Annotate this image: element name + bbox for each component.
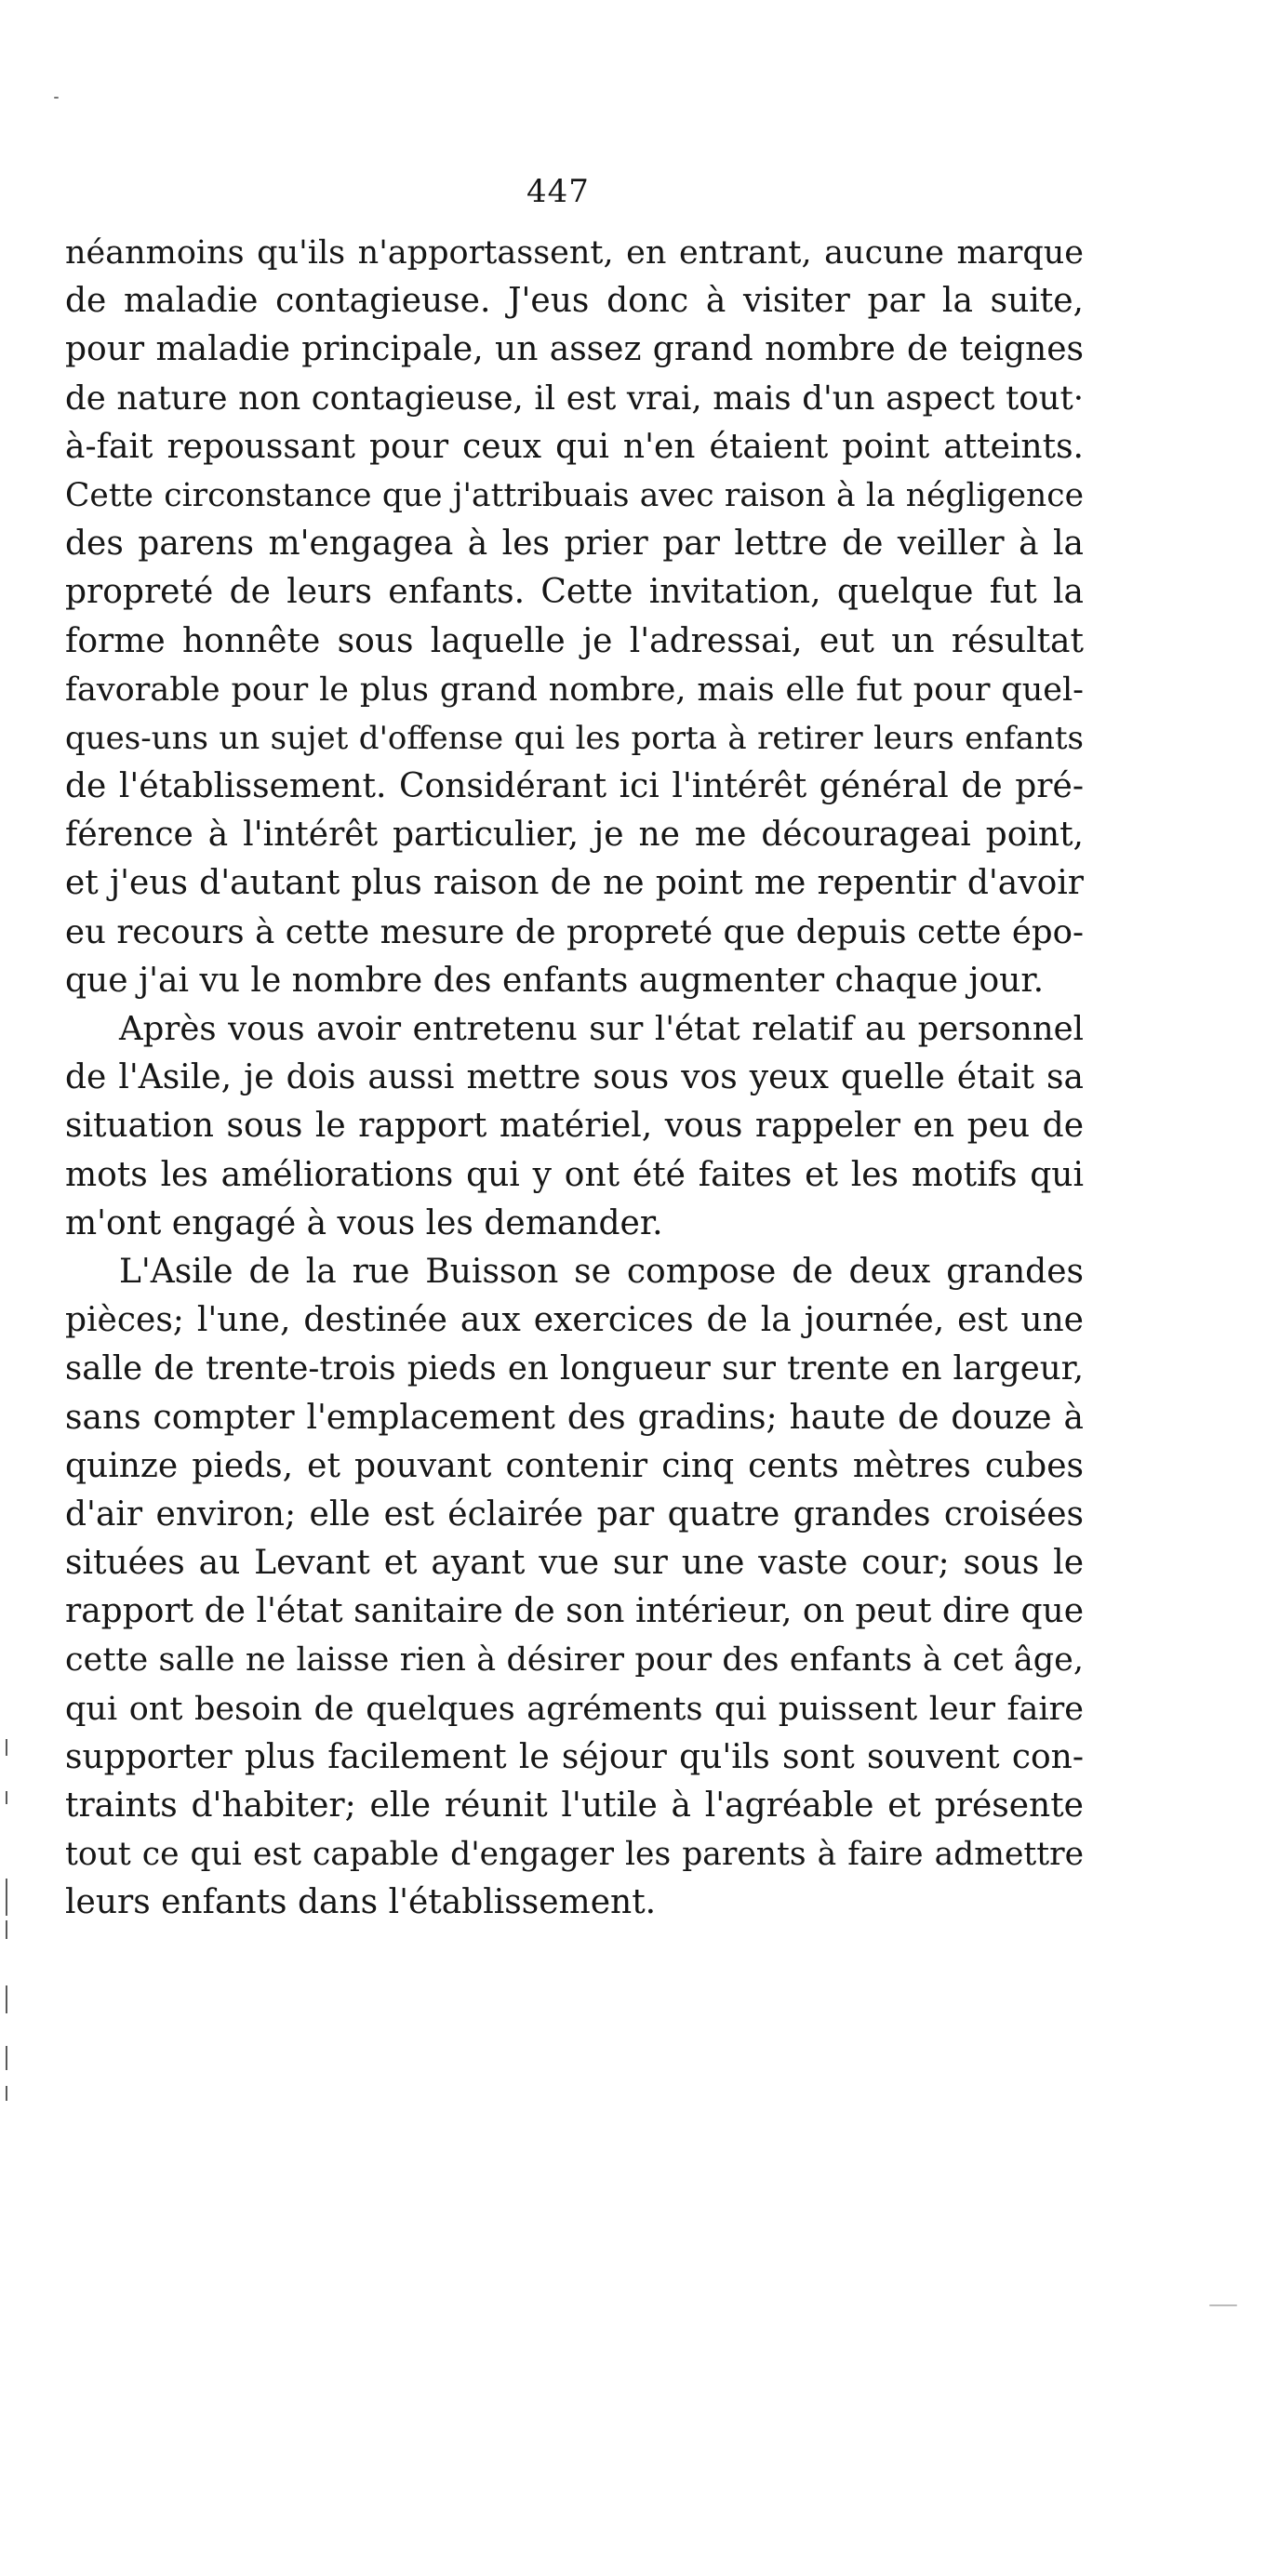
- text-line: supporter plus facilement le séjour qu'ils sont souvent con-: [65, 1737, 1084, 1776]
- scan-mark: [6, 1920, 7, 1939]
- text-line: de nature non contagieuse, il est vrai, mais d'un aspect tout·: [65, 378, 1084, 418]
- text-line: ques-uns un sujet d'offense qui les porta à retirer leurs enfants: [65, 719, 1084, 757]
- scan-speck: [54, 97, 59, 99]
- text-line: Cette circonstance que j'attribuais avec raison à la négligence: [65, 476, 1084, 514]
- text-line: de l'Asile, je dois aussi mettre sous vos yeux quelle était sa: [65, 1058, 1084, 1097]
- text-line: que j'ai vu le nombre des enfants augmenter chaque jour.: [65, 961, 1045, 1000]
- text-line: Après vous avoir entretenu sur l'état relatif au personnel: [119, 1010, 1084, 1048]
- text-line: néanmoins qu'ils n'apportassent, en entrant, aucune marque: [65, 234, 1084, 272]
- scan-mark: [6, 1739, 7, 1756]
- text-line: favorable pour le plus grand nombre, mais elle fut pour quel-: [65, 671, 1084, 709]
- text-line: tout ce qui est capable d'engager les parents à faire admettre: [65, 1836, 1084, 1874]
- text-line: mots les améliorations qui y ont été faites et les motifs qui: [65, 1155, 1084, 1194]
- text-line: m'ont engagé à vous les demander.: [65, 1203, 663, 1242]
- text-line: eu recours à cette mesure de propreté que depuis cette épo-: [65, 912, 1084, 951]
- scan-speck: [1209, 2304, 1237, 2306]
- text-line: propreté de leurs enfants. Cette invitation, quelque fut la: [65, 573, 1084, 612]
- text-line: salle de trente-trois pieds en longueur sur trente en largeur,: [65, 1349, 1084, 1388]
- text-line: forme honnête sous laquelle je l'adressai, eut un résultat: [65, 621, 1084, 660]
- text-line: traints d'habiter; elle réunit l'utile à l'agréable et présente: [65, 1786, 1084, 1825]
- text-line: de maladie contagieuse. J'eus donc à visiter par la suite,: [65, 282, 1084, 321]
- page-number: 447: [526, 173, 590, 210]
- text-line: situation sous le rapport matériel, vous rappeler en peu de: [65, 1107, 1084, 1146]
- scan-mark: [6, 2086, 7, 2101]
- scan-mark: [6, 2046, 7, 2070]
- body-text: [65, 229, 1084, 1928]
- text-line: des parens m'engagea à les prier par lettre de veiller à la: [65, 524, 1084, 564]
- text-line: rapport de l'état sanitaire de son intérieur, on peut dire que: [65, 1592, 1084, 1631]
- text-line: sans compter l'emplacement des gradins; haute de douze à: [65, 1398, 1084, 1437]
- scan-mark: [6, 1985, 7, 2013]
- text-line: leurs enfants dans l'établissement.: [65, 1883, 657, 1922]
- text-line: L'Asile de la rue Buisson se compose de deux grandes: [119, 1252, 1084, 1291]
- text-line: pour maladie principale, un assez grand nombre de teignes: [65, 330, 1084, 369]
- text-line: situées au Levant et ayant vue sur une vaste cour; sous le: [65, 1544, 1084, 1583]
- text-line: d'air environ; elle est éclairée par quatre grandes croisées: [65, 1494, 1084, 1534]
- scan-mark: [6, 1791, 7, 1804]
- text-line: à-fait repoussant pour ceux qui n'en étaient point atteints.: [65, 427, 1084, 466]
- text-line: qui ont besoin de quelques agréments qui puissent leur faire: [65, 1690, 1084, 1728]
- text-line: et j'eus d'autant plus raison de ne point me repentir d'avoir: [65, 864, 1084, 903]
- text-line: de l'établissement. Considérant ici l'intérêt général de pré-: [65, 767, 1084, 806]
- scan-margin-marks: [6, 1739, 11, 2576]
- text-line: pièces; l'une, destinée aux exercices de la journée, est une: [65, 1301, 1084, 1340]
- text-line: quinze pieds, et pouvant contenir cinq cents mètres cubes: [65, 1446, 1084, 1485]
- text-line: cette salle ne laisse rien à désirer pour des enfants à cet âge,: [65, 1641, 1084, 1680]
- text-line: férence à l'intérêt particulier, je ne me décourageai point,: [65, 816, 1084, 855]
- scan-mark: [6, 1879, 7, 1916]
